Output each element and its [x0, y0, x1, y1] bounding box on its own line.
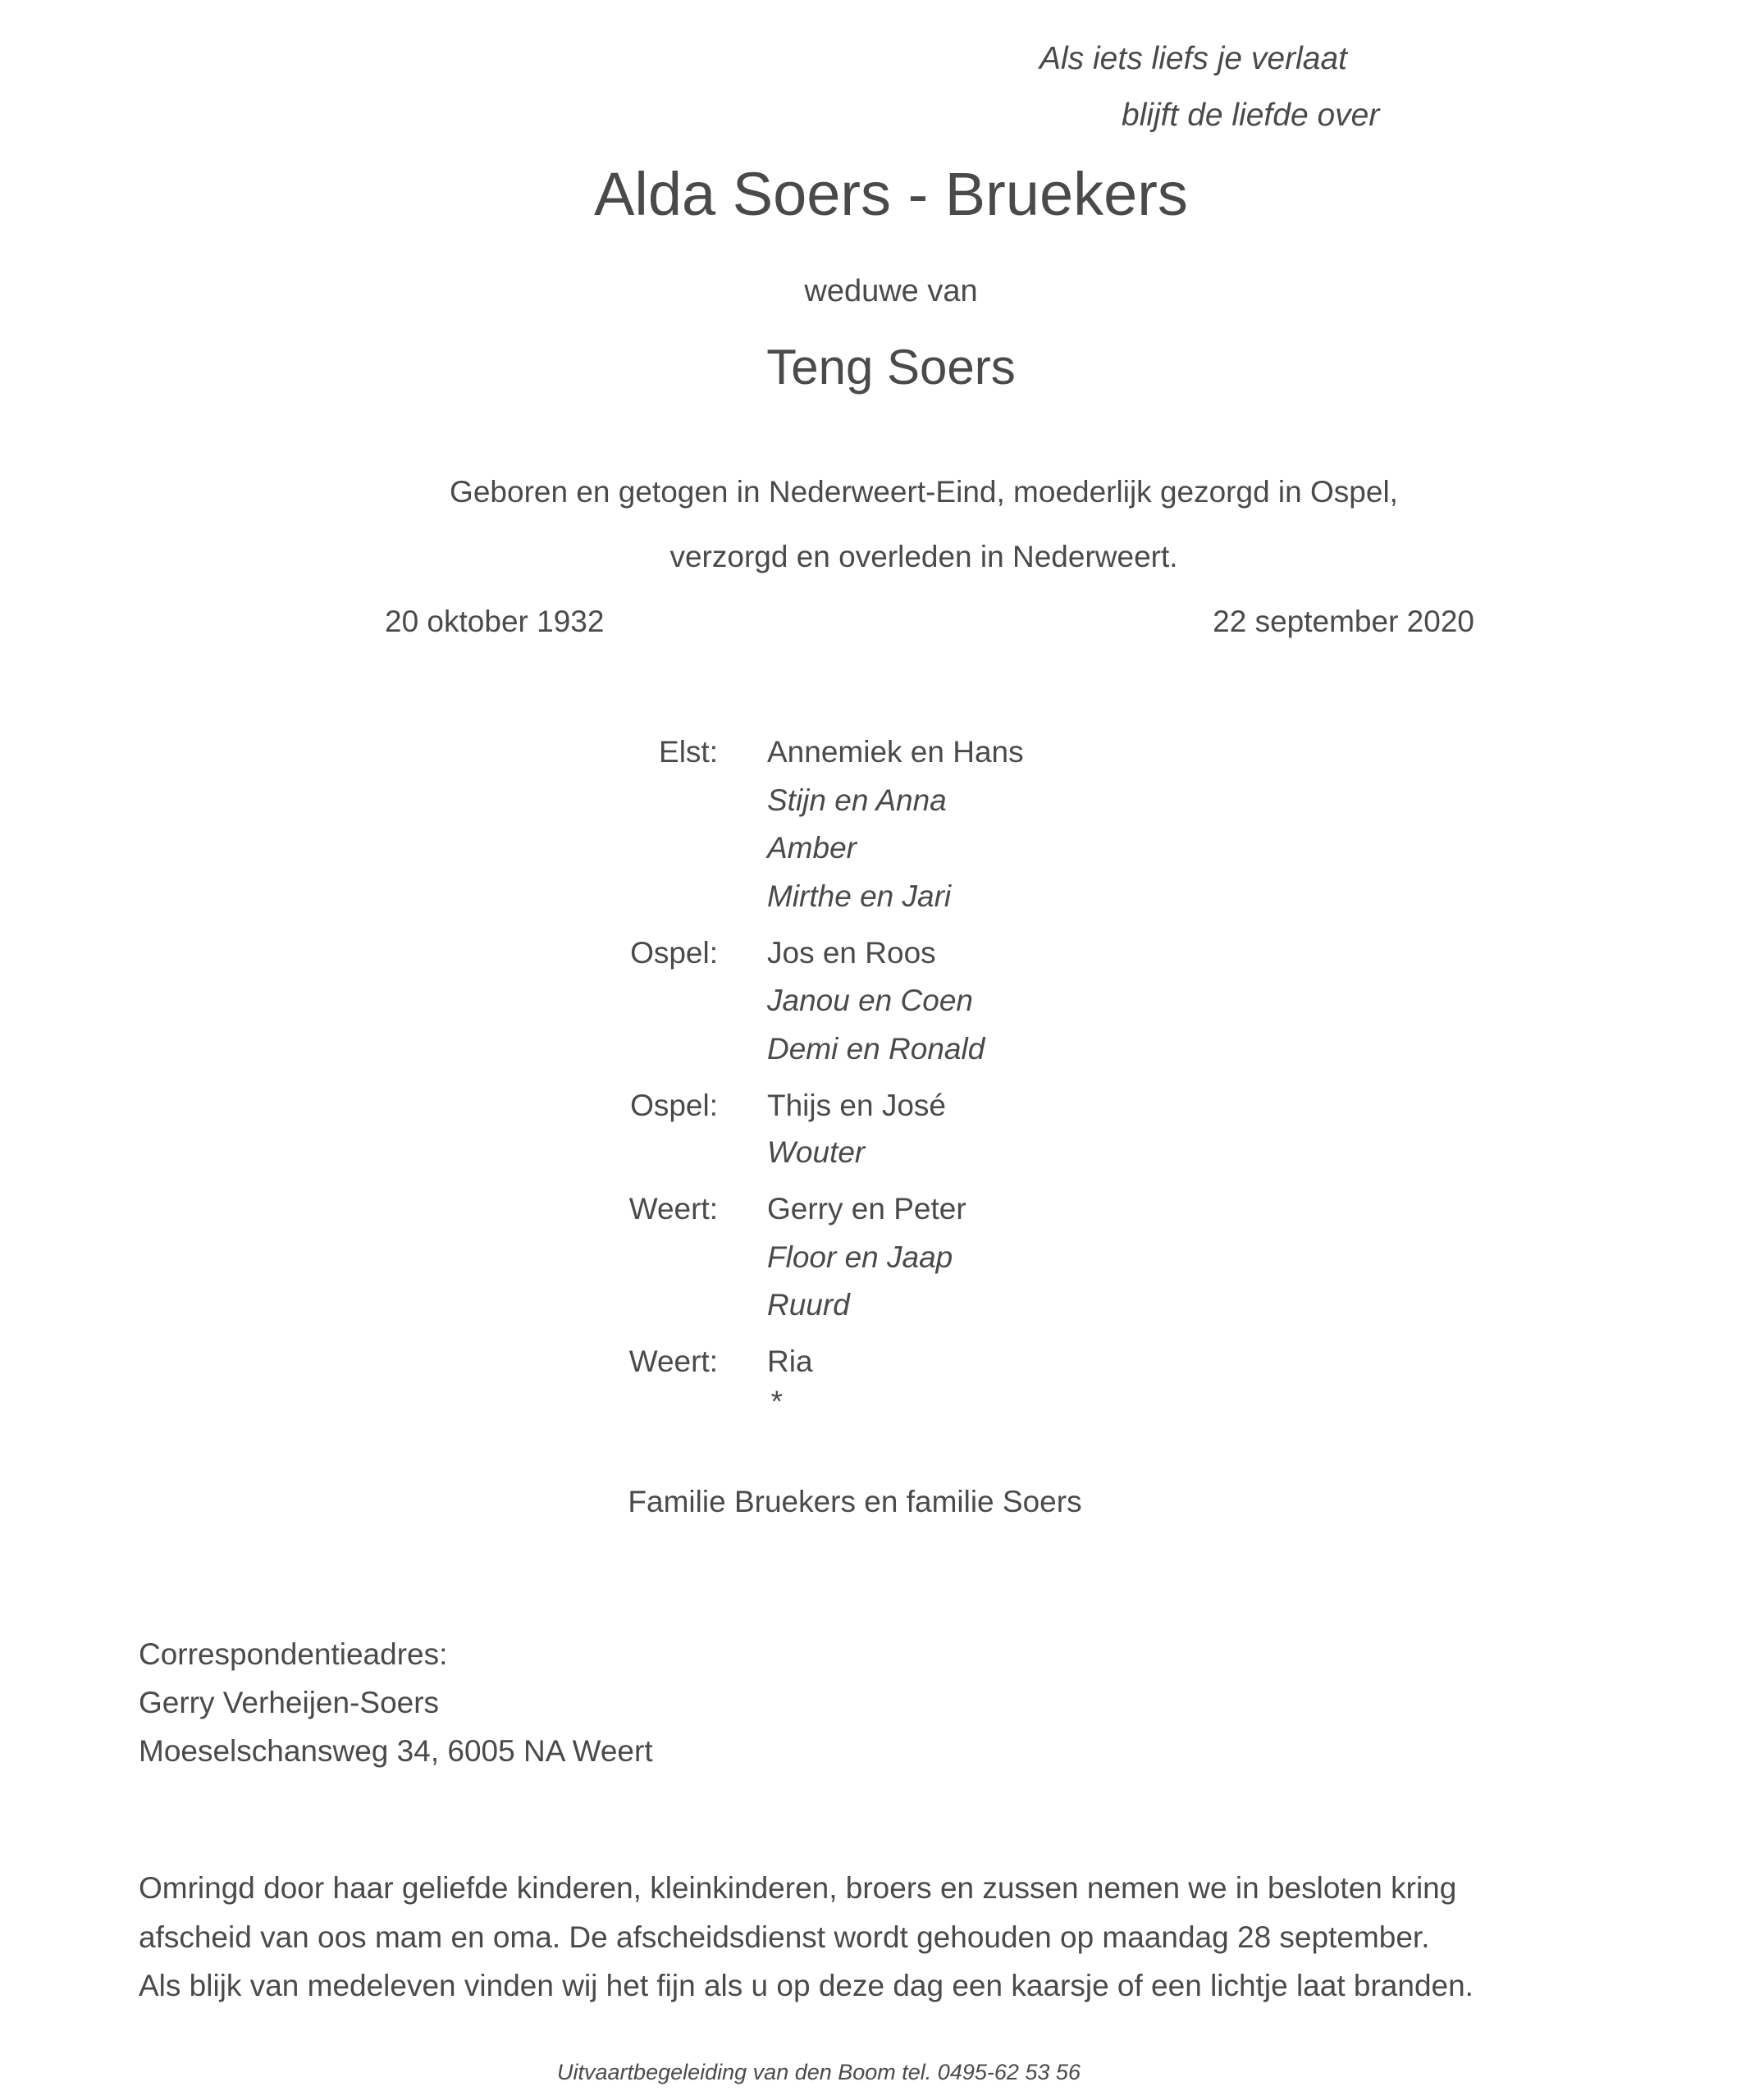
family-name: Demi en Ronald	[767, 1032, 985, 1066]
message-line-3: Als blijk van medeleven vinden wij het fijn als u op deze dag een kaarsje of een lichtje laat branden.	[139, 1969, 1474, 2002]
quote-line-1: Als iets liefs je verlaat	[1039, 41, 1347, 76]
asterisk-mark: *	[770, 1385, 782, 1418]
death-date: 22 september 2020	[1213, 605, 1474, 638]
family-place: Weert:	[628, 1192, 718, 1226]
family-name: Stijn en Anna	[767, 783, 947, 817]
funeral-director-footer: Uitvaartbegeleiding van den Boom tel. 0495-62 53 56	[557, 2060, 1081, 2084]
biography-line-2: verzorgd en overleden in Nederweert.	[669, 540, 1178, 573]
message-line-2: afscheid van oos mam en oma. De afscheidsdienst wordt gehouden op maandag 28 september.	[139, 1920, 1430, 1954]
family-name: Gerry en Peter	[767, 1192, 966, 1226]
deceased-name: Alda Soers - Bruekers	[594, 160, 1188, 228]
birth-date: 20 oktober 1932	[385, 605, 605, 638]
family-name: Janou en Coen	[767, 984, 973, 1017]
family-name: Jos en Roos	[767, 936, 936, 970]
quote-line-2: blijft de liefde over	[1122, 98, 1380, 133]
family-name: Floor en Jaap	[767, 1240, 953, 1274]
spouse-name: Teng Soers	[766, 340, 1016, 395]
correspondence-name: Gerry Verheijen-Soers	[139, 1686, 440, 1719]
family-place: Weert:	[628, 1344, 718, 1378]
family-name: Ruurd	[767, 1288, 850, 1322]
family-name: Ria	[767, 1344, 813, 1378]
family-name: Mirthe en Jari	[767, 879, 952, 913]
family-place: Ospel:	[630, 936, 718, 970]
correspondence-label: Correspondentieadres:	[139, 1637, 448, 1671]
relation-text: weduwe van	[804, 274, 978, 308]
family-place: Ospel:	[630, 1089, 718, 1122]
correspondence-address: Moeselschansweg 34, 6005 NA Weert	[139, 1734, 653, 1768]
family-place: Elst:	[659, 735, 718, 769]
family-name: Thijs en José	[767, 1089, 946, 1122]
family-name: Wouter	[767, 1135, 866, 1169]
family-name: Amber	[767, 831, 857, 865]
biography-line-1: Geboren en getogen in Nederweert-Eind, moederlijk gezorgd in Ospel,	[450, 475, 1398, 509]
message-line-1: Omringd door haar geliefde kinderen, kleinkinderen, broers en zussen nemen we in besloten kring	[139, 1871, 1457, 1905]
families-line: Familie Bruekers en familie Soers	[628, 1485, 1082, 1518]
family-name: Annemiek en Hans	[767, 735, 1024, 769]
